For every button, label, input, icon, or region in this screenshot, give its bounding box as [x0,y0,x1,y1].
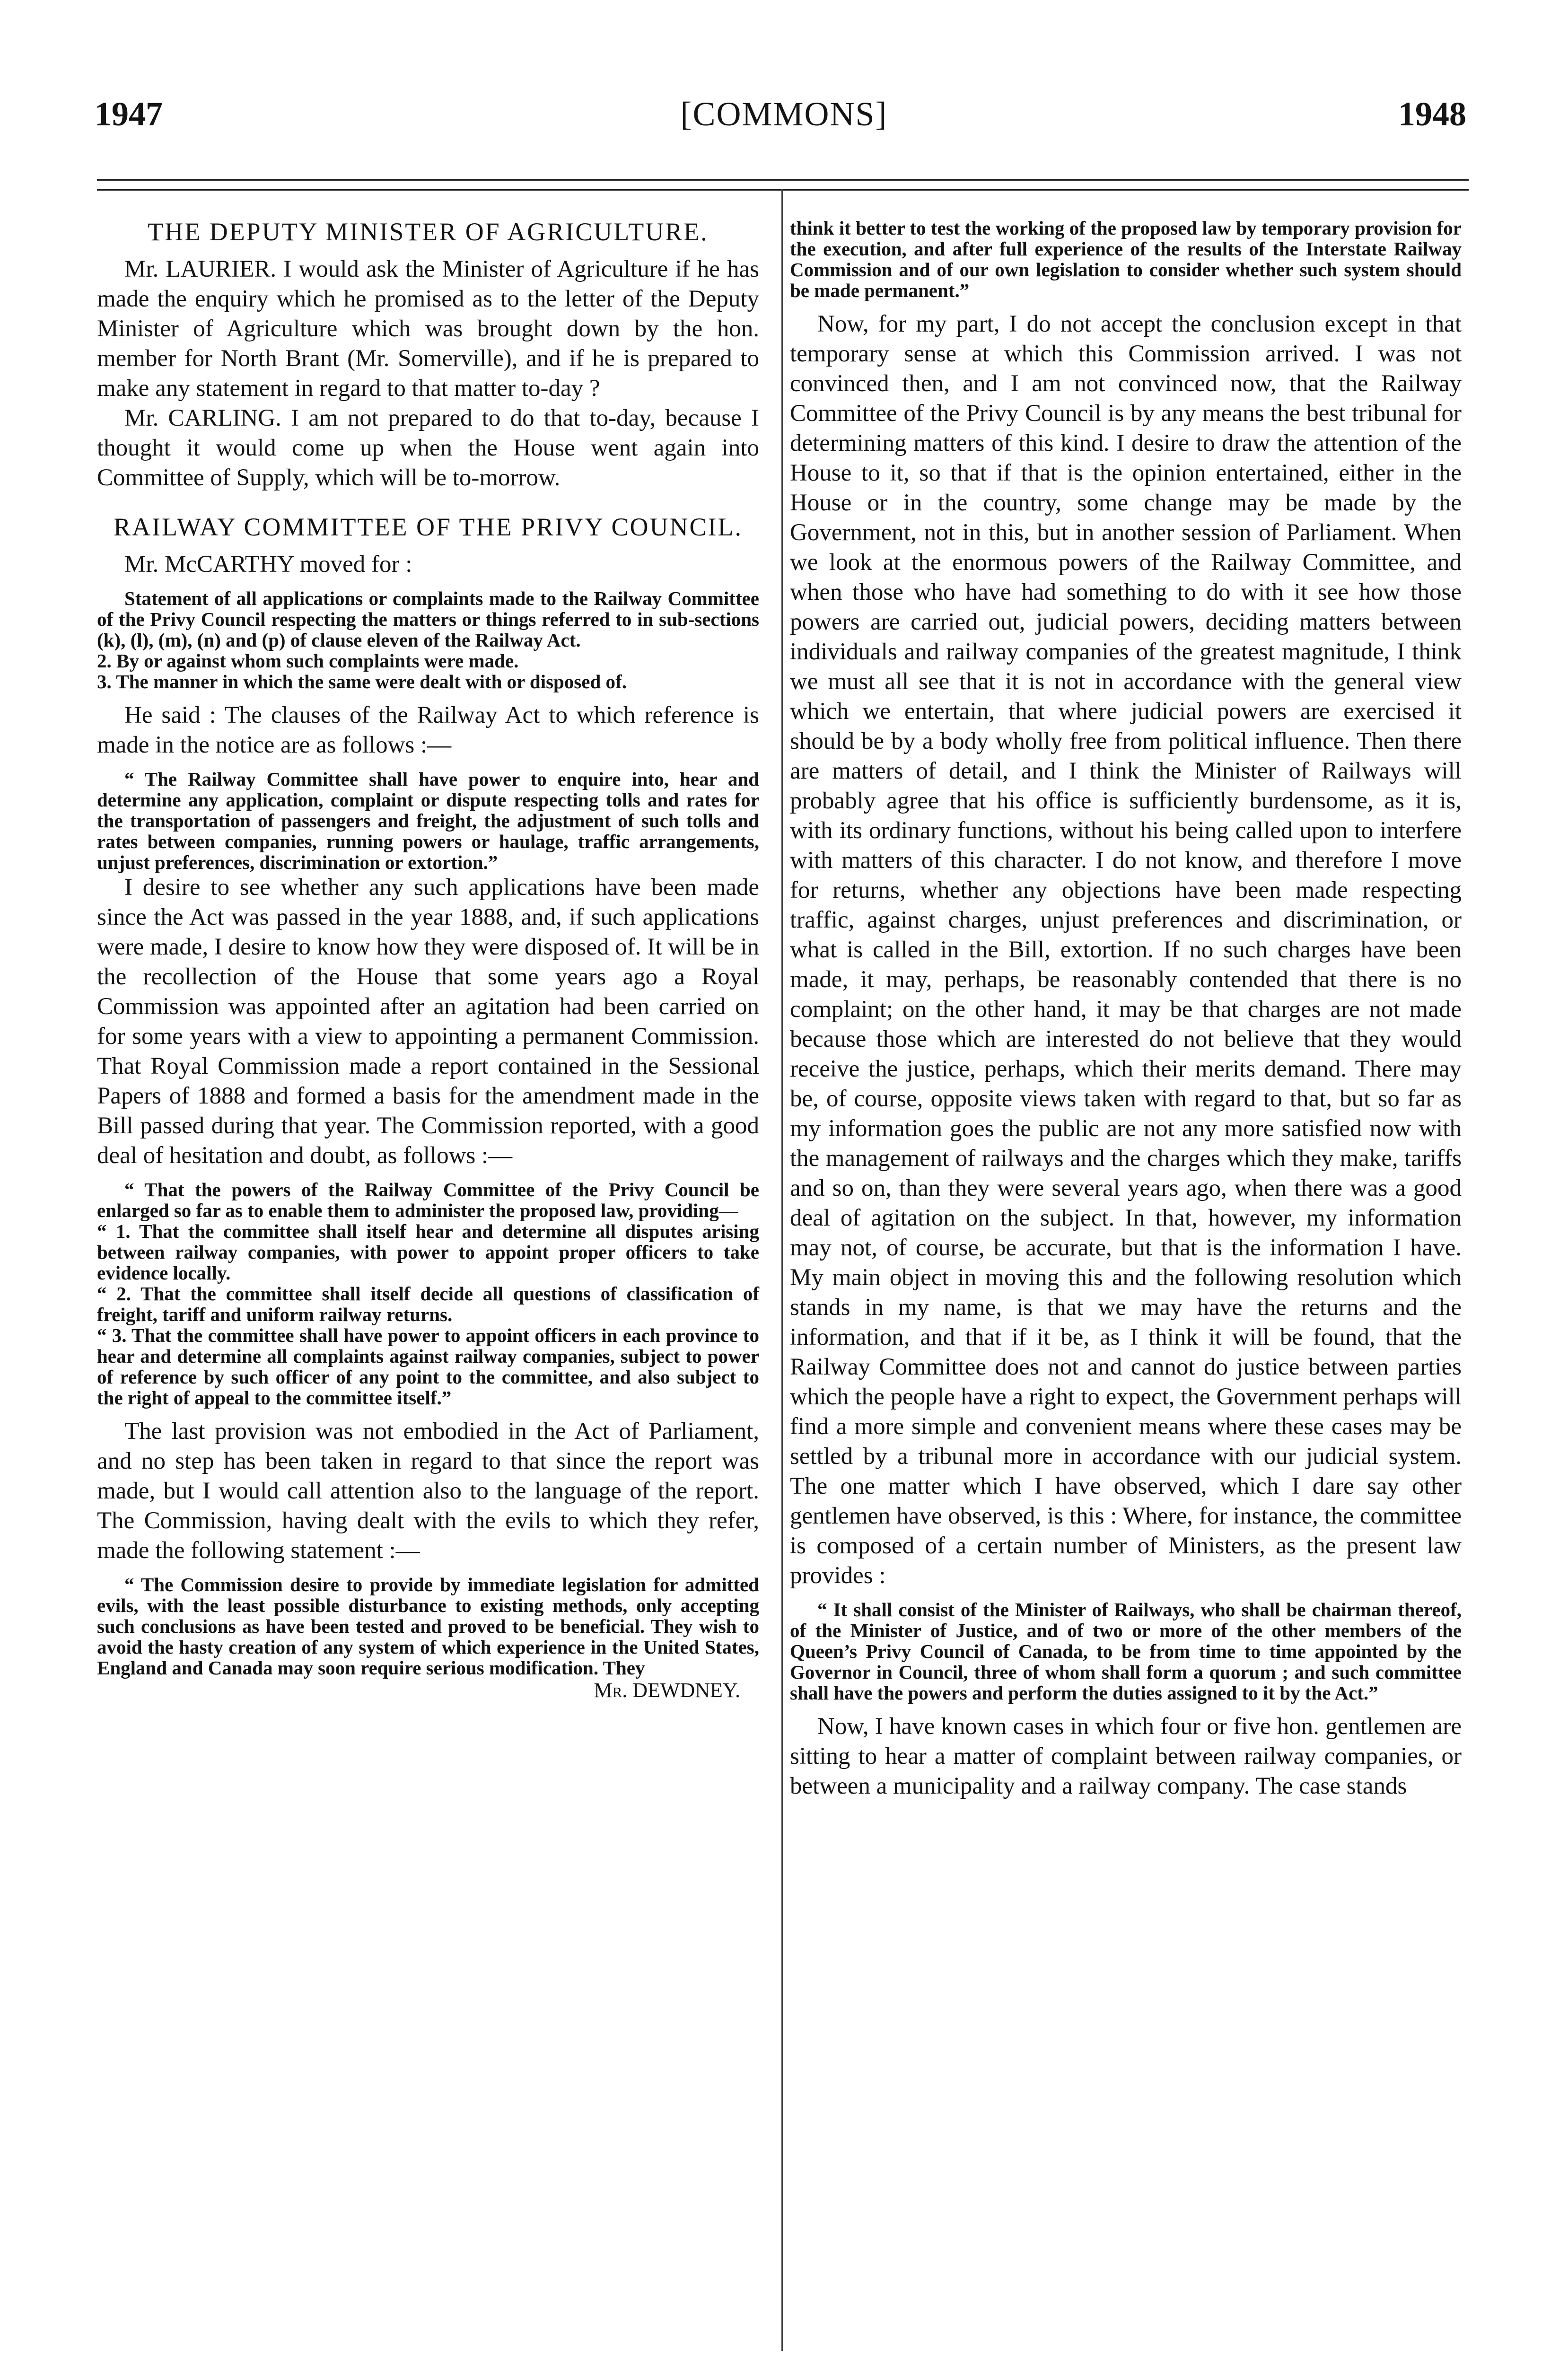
mccarthy-paragraph-conclusion: Now, for my part, I do not accept the conclusion except in that temporary sense at which this Commission arrived. I was not convinced then, and I am not convinced now, that the Railway Committee of the Privy Council is by any means the best tribunal for determining matters of this kind. I desire to draw the attention of the House to it, so that if that is the opinion entertained, either in the House or in the country, some change may be made by the Government, not in this, but in another session of Parliament. When we look at the enormous powers of the Railway Committee, and when those who have had something to do with it see how those powers are carried out, judicial powers, deciding matters between individuals and railway companies of the greatest magnitude, I think we must all see that it is not in accordance with the general view which we entertain, that where judicial powers are exercised it should be by a body wholly free from political influence. Then there are matters of detail, and I think the Minister of Railways will probably agree that his office is sufficiently burdensome, as it is, with its ordinary functions, without his being called upon to interfere with matters of this character. I do not know, and therefore I move for returns, whether any objections have been made respecting traffic, against charges, unjust preferences and discrimination, or what is called in the Bill, extortion. If no such charges have been made, it may, perhaps, be reasonably contended that there is no complaint; on the other hand, it may be that charges are not made because those which are interested do not believe that they would receive the justice, perhaps, which their merits demand. There may be, of course, opposite views taken with regard to that, but so far as my information goes the public are not any more satisfied now with the management of railways and the charges which they make, tariffs and so on, than they were several years ago, when there was a good deal of agitation on the subject. In that, however, my information may not, of course, be accurate, but that is the information I have. My main object in moving this and the following resolution which stands in my name, is that we may have the returns and the information, and that if it be, as I think it will be found, that the Railway Committee does not and cannot do justice between parties which the people have a right to expect, the Government perhaps will find a more simple and convenient means where these cases may be settled by a tribunal more in accordance with our judicial system. The one matter which I have observed, which I dare say other gentlemen have observed, is this : Where, for instance, the committee is composed of a certain number of Ministers, as the present law provides : [790,311,1462,1589]
section-heading-railway-committee: RAILWAY COMMITTEE OF THE PRIVY COUNCIL. [114,513,743,541]
mccarthy-paragraph-commission: I desire to see whether any such applications have been made since the Act was passed in the year 1888, and, if such applications were made, I desire to know how they were disposed of. It will be in the recollection of the House that some years ago a Royal Commission was appointed after an agitation had been carried on for some years with a view to appointing a permanent Commission. That Royal Commission made a report contained in the Sessional Papers of 1888 and formed a basis for the amendment made in the Bill passed during that year. The Commission reported, with a good deal of hesitation and doubt, as follows :— [97,874,759,1169]
left-column [97,218,759,1702]
right-page-number: 1948 [1398,95,1466,133]
mccarthy-motion-intro: Mr. McCARTHY moved for : [124,551,412,578]
laurier-question: Mr. LAURIER. I would ask the Minister of Agriculture if he has made the enquiry which he promised as to the letter of the Deputy Minister of Agriculture which was brought down by the hon. member for North Brant (Mr. Somerville), and if he is prepared to make any statement in regard to that matter to-day ? [97,256,759,402]
carling-answer: Mr. CARLING. I am not prepared to do that to-day, because I thought it would come up when the House went again into Committee of Supply, which will be to-morrow. [97,405,759,491]
section-heading-deputy-minister: THE DEPUTY MINISTER OF AGRICULTURE. [148,218,709,246]
commission-statement-continued: think it better to test the working of the proposed law by temporary provision for the execution, and after full experience of the results of the Interstate Railway Commission and of our own legislation to consider whether such system should be made permanent.” [790,217,1462,301]
mccarthy-said: He said : The clauses of the Railway Act to which reference is made in the notice are as follows :— [97,702,759,758]
commission-statement-quote: “ The Commission desire to provide by immediate legislation for admitted evils, with the least possible disturbance to existing methods, only accepting such conclusions as have been tested and proved to be beneficial. They wish to avoid the hasty creation of any system of which experience in the United States, England and Canada may soon require serious modification. They [97,1574,759,1679]
header-rule-top [97,179,1469,181]
right-column [790,218,1462,1801]
mccarthy-paragraph-last-provision: The last provision was not embodied in the Act of Parliament, and no step has been taken in regard to that since the report was made, but I would call attention also to the language of the report. The Commission, having dealt with the evils to which they refer, made the following statement :— [97,1418,759,1564]
page-header [0,95,1568,151]
header-rule-bottom [97,189,1469,191]
motion-text: Statement of all applications or complaints made to the Railway Committee of the Privy Council respecting the matters or things referred to in sub-sections (k), (l), (m), (n) and (p) of clause eleven of the Railway Act. 2. By or against whom such complaints were made. 3. The manner in which the same were dealt with or disposed of. [97,587,759,692]
left-page-number: 1947 [95,95,163,133]
railway-act-composition-quote: “ It shall consist of the Minister of Railways, who shall be chairman thereof, of the Minister of Justice, and of two or more of the other members of the Queen’s Privy Council of Canada, to be from time to time appointed by the Governor in Council, three of whom shall form a quorum ; and such committee shall have the powers and perform the duties assigned to it by the Act.” [790,1599,1462,1704]
commission-report-quote: “ That the powers of the Railway Committee of the Privy Council be enlarged so far as to enable them to administer the proposed law, providing— “ 1. That the committee shall itself hear and determine all disputes arising between railway companies, with power to appoint proper officers to take evidence locally. “ 2. That the committee shall itself decide all questions of classification of freight, tariff and uniform railway returns. “ 3. That the committee shall have power to appoint officers in each province to hear and determine all complaints against railway companies, subject to power of reference by such officer of any point to the committee, and also subject to the right of appeal to the committee itself.” [97,1179,759,1409]
mccarthy-paragraph-cases: Now, I have known cases in which four or five hon. gentlemen are sitting to hear a matter of complaint between railway companies, or between a municipality and a railway company. The case stands [790,1713,1462,1799]
column-divider [781,189,783,2351]
page-footer-speaker: Mr. DEWDNEY. [594,1679,740,1702]
railway-act-quote: “ The Railway Committee shall have power to enquire into, hear and determine any application, complaint or dispute respecting tolls and rates for the transportation of passengers and freight, the adjustment of such tolls and rates between companies, running powers or haulage, traffic arrangements, unjust preferences, discrimination or extortion.” [97,768,759,873]
running-title: [COMMONS] [680,95,888,133]
